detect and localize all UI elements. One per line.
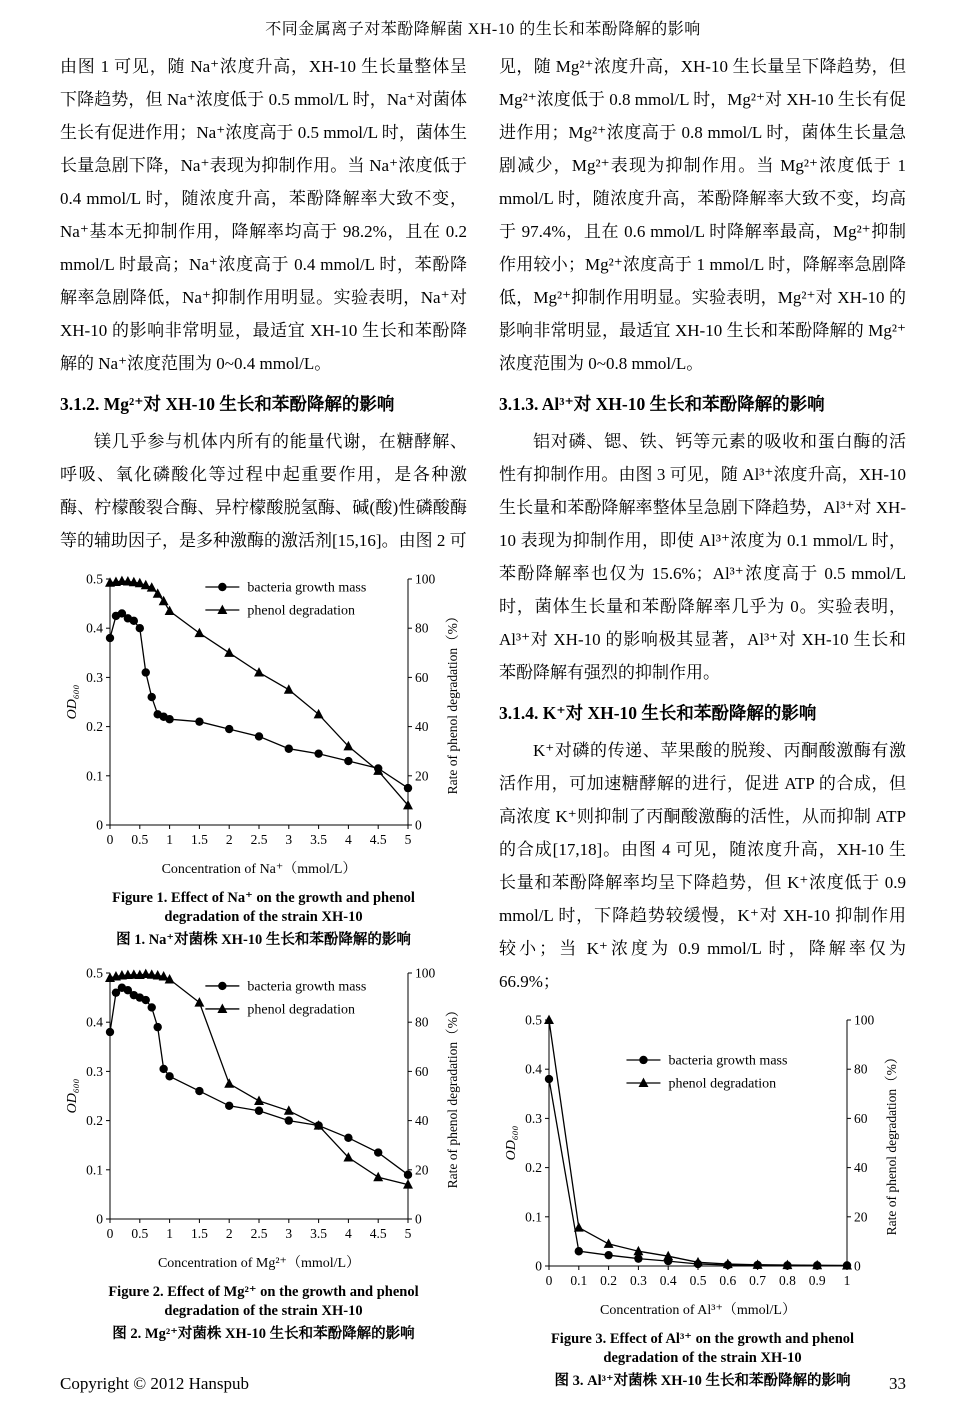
svg-text:0.8: 0.8: [778, 1273, 796, 1288]
heading-section-3-1-3: 3.1.3. Al³⁺对 XH-10 生长和苯酚降解的影响: [499, 394, 825, 414]
svg-text:0.3: 0.3: [524, 1110, 542, 1126]
svg-text:bacteria growth mass: bacteria growth mass: [246, 979, 366, 995]
svg-text:3.5: 3.5: [309, 832, 327, 847]
svg-text:0.2: 0.2: [599, 1273, 617, 1288]
figure3-caption-chinese: 图 3. Al³⁺对菌株 XH-10 生长和苯酚降解的影响: [554, 1373, 851, 1389]
svg-text:phenol degradation: phenol degradation: [246, 1002, 355, 1018]
svg-text:60: 60: [414, 1063, 428, 1079]
svg-text:80: 80: [414, 620, 428, 636]
svg-text:Rate of phenol degradation（%）: Rate of phenol degradation（%）: [444, 1003, 460, 1189]
svg-text:5: 5: [404, 1226, 411, 1241]
paragraph-al-discussion: 铝对磷、锶、铁、钙等元素的吸收和蛋白酶的活性有抑制作用。由图 3 可见，随 Al³⁺浓度升高，XH-10 生长量和苯酚降解率整体呈急剧下降趋势，Al³⁺对 XH-10 表现为抑制作用，即使 Al³⁺浓度为 0.1 mmol/L 时，苯酚降解率也仅为 15.6%；Al³⁺浓度高于 0.5 mmol/L 时，菌体生长量和苯酚降解率几乎为 0。实验表明，Al³⁺对 XH-10 的影响极其显著，Al³⁺对 XH-10 生长和苯酚降解有强烈的抑制作用。: [499, 432, 906, 682]
svg-text:40: 40: [414, 719, 428, 735]
copyright-text: Copyright © 2012 Hanspub: [60, 1374, 250, 1393]
page-footer: [60, 1374, 906, 1394]
svg-text:OD₆₀₀: OD₆₀₀: [503, 1125, 519, 1161]
figure1-na-chart: [62, 565, 466, 885]
svg-text:phenol degradation: phenol degradation: [246, 603, 355, 619]
figure3-al-chart: [501, 1006, 905, 1326]
svg-text:3.5: 3.5: [309, 1226, 327, 1241]
svg-text:Concentration of Na⁺（mmol/L）: Concentration of Na⁺（mmol/L）: [161, 862, 356, 877]
svg-text:0.5: 0.5: [689, 1273, 706, 1288]
svg-text:0.6: 0.6: [718, 1273, 736, 1288]
figure1-caption: [60, 889, 467, 951]
svg-text:0.5: 0.5: [85, 571, 103, 587]
svg-text:0.4: 0.4: [85, 620, 103, 636]
svg-text:0: 0: [414, 1211, 422, 1227]
svg-text:3: 3: [284, 1226, 292, 1241]
svg-text:bacteria growth mass: bacteria growth mass: [246, 580, 366, 596]
figure-3: [499, 1006, 906, 1392]
svg-text:0.4: 0.4: [524, 1061, 542, 1077]
svg-text:0.2: 0.2: [85, 719, 103, 735]
left-column: [60, 50, 467, 1392]
svg-text:1: 1: [165, 832, 173, 847]
figure1-caption-english: Figure 1. Effect of Na⁺ on the growth and phenol degradation of the strain XH-10: [112, 890, 415, 925]
svg-text:0.2: 0.2: [85, 1113, 103, 1129]
svg-text:0: 0: [95, 1211, 103, 1227]
svg-text:OD₆₀₀: OD₆₀₀: [64, 1078, 80, 1114]
svg-text:0.5: 0.5: [85, 965, 103, 981]
svg-text:0.1: 0.1: [569, 1273, 587, 1288]
right-column: [499, 50, 906, 1392]
svg-text:Concentration of Mg²⁺（mmol/L）: Concentration of Mg²⁺（mmol/L）: [157, 1256, 360, 1271]
two-column-body: [60, 50, 906, 1392]
figure1-caption-chinese: 图 1. Na⁺对菌株 XH-10 生长和苯酚降解的影响: [116, 932, 411, 948]
paragraph-mg-intro: 镁几乎参与机体内所有的能量代谢，在糖酵解、呼吸、氧化磷酸化等过程中起重要作用，是各种激酶、柠檬酸裂合酶、异柠檬酸脱氢酶、碱(酸)性磷酸酶等的辅助因子，是多种激酶的激活剂[15,16]。由图 2 可: [60, 432, 467, 550]
svg-text:0.5: 0.5: [130, 1226, 148, 1241]
figure3-caption-english: Figure 3. Effect of Al³⁺ on the growth and phenol degradation of the strain XH-10: [550, 1331, 855, 1366]
heading-section-3-1-2: 3.1.2. Mg²⁺对 XH-10 生长和苯酚降解的影响: [60, 394, 395, 414]
figure2-caption-english: Figure 2. Effect of Mg²⁺ on the growth and phenol degradation of the strain XH-10: [108, 1284, 419, 1319]
svg-text:4.5: 4.5: [369, 1226, 387, 1241]
svg-text:4: 4: [344, 1226, 352, 1241]
svg-text:0: 0: [534, 1258, 542, 1274]
svg-text:0: 0: [106, 1226, 113, 1241]
svg-text:100: 100: [853, 1012, 874, 1028]
svg-text:0: 0: [853, 1258, 861, 1274]
svg-text:0.2: 0.2: [524, 1160, 542, 1176]
svg-text:0.7: 0.7: [748, 1273, 766, 1288]
svg-text:0: 0: [545, 1273, 552, 1288]
svg-text:Rate of phenol degradation（%）: Rate of phenol degradation（%）: [444, 609, 460, 795]
svg-text:1: 1: [843, 1273, 850, 1288]
figure2-caption: [60, 1283, 467, 1345]
svg-text:0.4: 0.4: [659, 1273, 677, 1288]
svg-text:0.4: 0.4: [85, 1014, 103, 1030]
svg-text:20: 20: [853, 1209, 867, 1225]
svg-text:0.3: 0.3: [85, 669, 103, 685]
heading-section-3-1-4: 3.1.4. K⁺对 XH-10 生长和苯酚降解的影响: [499, 703, 817, 723]
svg-text:100: 100: [414, 965, 435, 981]
svg-text:1: 1: [165, 1226, 173, 1241]
svg-text:0.3: 0.3: [85, 1063, 103, 1079]
svg-text:0: 0: [95, 817, 103, 833]
svg-text:0.3: 0.3: [629, 1273, 647, 1288]
svg-text:0.1: 0.1: [524, 1209, 542, 1225]
running-head-title: 不同金属离子对苯酚降解菌 XH-10 的生长和苯酚降解的影响: [265, 21, 701, 38]
paragraph-k-discussion: K⁺对磷的传递、苹果酸的脱羧、丙酮酸激酶有激活作用，可加速糖酵解的进行，促进 ATP 的合成，但高浓度 K⁺则抑制了丙酮酸激酶的活性，从而抑制 ATP 的合成[17,18]。由图 4 可见，随浓度升高，XH-10 生长量和苯酚降解率均呈下降趋势，但 K⁺浓度低于 0.9 mmol/L 时，下降趋势较缓慢，K⁺对 XH-10 抑制作用较小；当 K⁺浓度为 0.9 mmol/L 时，降解率仅为 66.9%；: [499, 741, 906, 991]
svg-text:2: 2: [225, 1226, 233, 1241]
svg-text:0.1: 0.1: [85, 768, 103, 784]
svg-text:80: 80: [414, 1014, 428, 1030]
svg-text:20: 20: [414, 768, 428, 784]
svg-text:OD₆₀₀: OD₆₀₀: [64, 684, 80, 720]
svg-text:0.9: 0.9: [808, 1273, 826, 1288]
svg-text:Rate of phenol degradation（%）: Rate of phenol degradation（%）: [883, 1050, 899, 1236]
figure2-caption-chinese: 图 2. Mg²⁺对菌株 XH-10 生长和苯酚降解的影响: [112, 1326, 415, 1342]
figure-1: [60, 565, 467, 951]
svg-text:60: 60: [414, 669, 428, 685]
svg-text:80: 80: [853, 1061, 867, 1077]
svg-text:0: 0: [106, 832, 113, 847]
svg-text:20: 20: [414, 1162, 428, 1178]
svg-text:0.1: 0.1: [85, 1162, 103, 1178]
svg-text:Concentration of Al³⁺（mmol/L）: Concentration of Al³⁺（mmol/L）: [599, 1303, 796, 1318]
svg-text:40: 40: [853, 1160, 867, 1176]
paragraph-mg-discussion: 见，随 Mg²⁺浓度升高，XH-10 生长量呈下降趋势，但 Mg²⁺浓度低于 0.8 mmol/L 时，Mg²⁺对 XH-10 生长有促进作用；Mg²⁺浓度高于 0.8 mmol/L 时，菌体生长量急剧减少，Mg²⁺表现为抑制作用。当 Mg²⁺浓度低于 1 mmol/L 时，随浓度升高，苯酚降解率大致不变，均高于 97.4%，且在 0.6 mmol/L 时降解率最高，Mg²⁺抑制作用较小；Mg²⁺浓度高于 1 mmol/L 时，降解率急剧降低，Mg²⁺抑制作用明显。实验表明，Mg²⁺对 XH-10 的影响非常明显，最适宜 XH-10 生长和苯酚降解的 Mg²⁺浓度范围为 0~0.8 mmol/L。: [499, 57, 906, 373]
svg-text:2.5: 2.5: [250, 1226, 267, 1241]
svg-text:0: 0: [414, 817, 422, 833]
svg-text:2.5: 2.5: [250, 832, 267, 847]
svg-text:100: 100: [414, 571, 435, 587]
page-number: 33: [889, 1374, 906, 1393]
svg-text:0.5: 0.5: [524, 1012, 542, 1028]
svg-text:bacteria growth mass: bacteria growth mass: [667, 1053, 787, 1069]
svg-text:40: 40: [414, 1113, 428, 1129]
svg-text:1.5: 1.5: [190, 1226, 208, 1241]
figure-2: [60, 959, 467, 1345]
svg-text:3: 3: [284, 832, 292, 847]
svg-text:0.5: 0.5: [130, 832, 148, 847]
svg-text:1.5: 1.5: [190, 832, 208, 847]
svg-text:4.5: 4.5: [369, 832, 387, 847]
svg-text:60: 60: [853, 1110, 867, 1126]
svg-text:4: 4: [344, 832, 352, 847]
svg-text:5: 5: [404, 832, 411, 847]
svg-text:phenol degradation: phenol degradation: [667, 1076, 776, 1092]
paragraph-na-discussion: 由图 1 可见，随 Na⁺浓度升高，XH-10 生长量整体呈下降趋势，但 Na⁺浓度低于 0.5 mmol/L 时，Na⁺对菌体生长有促进作用；Na⁺浓度高于 0.5 mmol/L 时，菌体生长量急剧下降，Na⁺表现为抑制作用。当 Na⁺浓度低于 0.4 mmol/L 时，随浓度升高，苯酚降解率大致不变，Na⁺基本无抑制作用，降解率均高于 98.2%，且在 0.2 mmol/L 时最高；Na⁺浓度高于 0.4 mmol/L 时，苯酚降解率急剧降低，Na⁺抑制作用明显。实验表明，Na⁺对 XH-10 的影响非常明显，最适宜 XH-10 生长和苯酚降解的 Na⁺浓度范围为 0~0.4 mmol/L。: [60, 57, 467, 373]
figure2-mg-chart: [62, 959, 466, 1279]
svg-text:2: 2: [225, 832, 233, 847]
